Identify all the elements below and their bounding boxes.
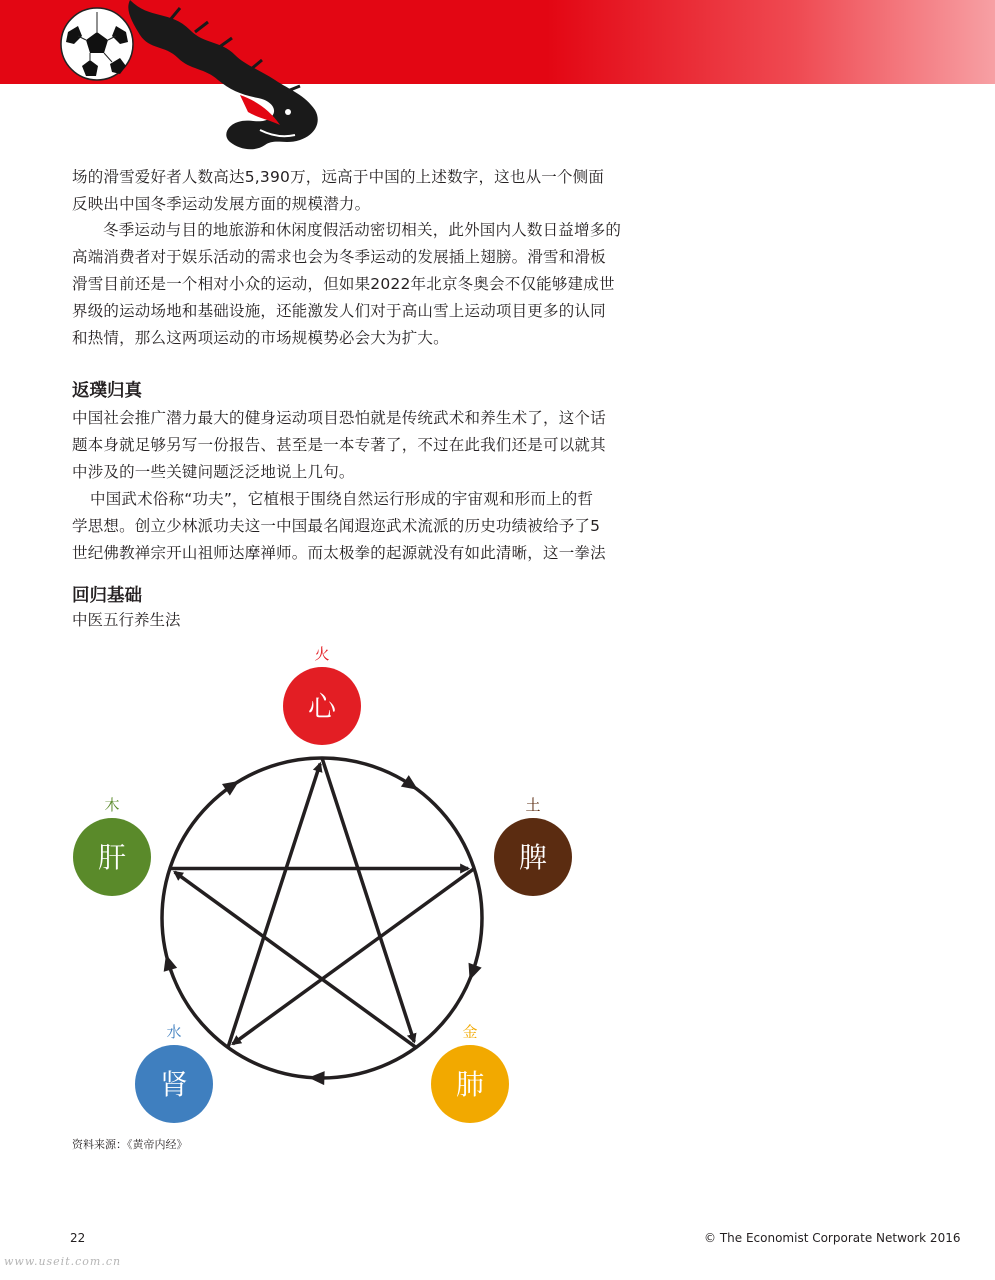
text-line: 中涉及的一些关键问题泛泛地说上几句。 bbox=[72, 463, 355, 481]
cycle-arrow bbox=[308, 1071, 324, 1086]
controlling-star bbox=[170, 758, 474, 1047]
page-number: 22 bbox=[70, 1231, 86, 1245]
five-elements-diagram bbox=[0, 630, 640, 1130]
figure-title: 回归基础 bbox=[72, 586, 142, 606]
organ-label: 心 bbox=[307, 690, 337, 723]
organ-label: 脾 bbox=[518, 841, 548, 874]
text-line: 题本身就足够另写一份报告、甚至是一本专著了，不过在此我们还是可以就其 bbox=[72, 436, 606, 454]
element-label: 水 bbox=[166, 1023, 182, 1041]
element-label: 木 bbox=[104, 796, 120, 814]
text-line: 学思想。创立少林派功夫这一中国最名闻遐迩武术流派的历史功绩被给予了5 bbox=[72, 517, 601, 535]
text-line: 世纪佛教禅宗开山祖师达摩禅师。而太极拳的起源就没有如此清晰，这一拳法 bbox=[72, 544, 606, 562]
organ-label: 肝 bbox=[97, 841, 127, 874]
dragon-icon bbox=[110, 0, 330, 160]
star-arrow bbox=[322, 758, 414, 1042]
body-paragraph bbox=[72, 217, 672, 352]
cycle-arrow bbox=[463, 963, 482, 983]
text-line: 冬季运动与目的地旅游和休闲度假活动密切相关，此外国内人数日益增多的 bbox=[103, 221, 622, 239]
text-line: 反映出中国冬季运动发展方面的规模潜力。 bbox=[72, 195, 371, 213]
element-nodes bbox=[73, 645, 572, 1123]
star-arrow bbox=[228, 764, 320, 1048]
star-arrow bbox=[233, 869, 474, 1044]
element-label: 土 bbox=[525, 796, 541, 814]
text-line: 界级的运动场地和基础设施，还能激发人们对于高山雪上运动项目更多的认同 bbox=[72, 302, 606, 320]
text-line: 场的滑雪爱好者人数高达5,390万，远高于中国的上述数字，这也从一个侧面 bbox=[72, 168, 605, 186]
section-heading: 返璞归真 bbox=[72, 381, 142, 401]
copyright-notice: © The Economist Corporate Network 2016 bbox=[704, 1231, 961, 1245]
figure-subtitle: 中医五行养生法 bbox=[72, 611, 181, 629]
text-line: 和热情，那么这两项运动的市场规模势必会大为扩大。 bbox=[72, 329, 449, 347]
figure-source: 资料来源：《黄帝内经》 bbox=[72, 1138, 188, 1151]
text-line: 滑雪目前还是一个相对小众的运动，但如果2022年北京冬奥会不仅能够建成世 bbox=[72, 275, 615, 293]
body-paragraph bbox=[72, 164, 672, 218]
watermark: www.useit.com.cn bbox=[4, 1255, 122, 1268]
organ-label: 肺 bbox=[455, 1068, 485, 1101]
text-line: 中国社会推广潜力最大的健身运动项目恐怕就是传统武术和养生术了，这个话 bbox=[72, 409, 606, 427]
star-arrow bbox=[175, 872, 416, 1047]
body-paragraph bbox=[72, 486, 672, 567]
element-label: 金 bbox=[462, 1023, 478, 1041]
element-label: 火 bbox=[314, 645, 330, 663]
text-line: 中国武术俗称“功夫”，它植根于围绕自然运行形成的宇宙观和形而上的哲 bbox=[90, 490, 594, 508]
text-line: 高端消费者对于娱乐活动的需求也会为冬季运动的发展插上翅膀。滑雪和滑板 bbox=[72, 248, 606, 266]
body-paragraph bbox=[72, 405, 672, 486]
cycle-circle bbox=[162, 758, 482, 1078]
generating-cycle bbox=[159, 758, 482, 1085]
organ-label: 肾 bbox=[159, 1068, 189, 1101]
